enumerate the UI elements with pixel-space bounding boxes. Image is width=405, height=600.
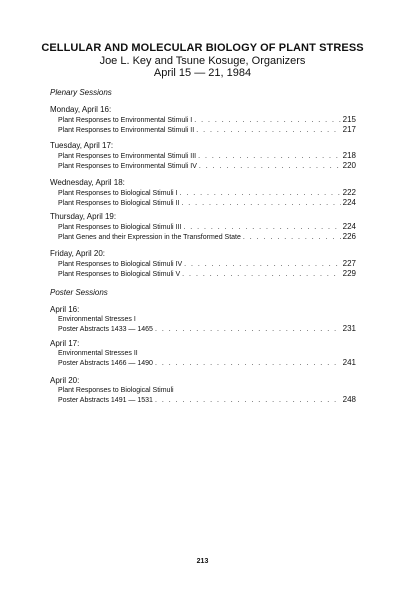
- entry-title: Plant Responses to Environmental Stimuli I: [58, 117, 193, 124]
- toc-entry: [50, 161, 356, 171]
- document-title: CELLULAR AND MOLECULAR BIOLOGY OF PLANT STRESS: [41, 42, 364, 54]
- entry-page: 226: [342, 232, 356, 241]
- dot-leader: [194, 116, 340, 125]
- dot-leader: [181, 199, 340, 208]
- plenary-day-friday: [50, 249, 356, 279]
- entry-title: Poster Abstracts 1466 — 1490: [58, 360, 153, 367]
- entry-title: Poster Abstracts 1491 — 1531: [58, 397, 153, 404]
- session-subtitle: Environmental Stresses II: [58, 350, 138, 357]
- dot-leader: [184, 260, 341, 269]
- dot-leader: [155, 359, 341, 368]
- page-number: 213: [196, 558, 209, 565]
- day-label: Wednesday, April 18:: [50, 178, 125, 187]
- day-label: Monday, April 16:: [50, 105, 112, 114]
- entry-title: Plant Responses to Biological Stimuli IV: [58, 261, 183, 268]
- toc-entry: [50, 395, 356, 405]
- entry-page: 222: [342, 188, 356, 197]
- poster-sessions-heading: Poster Sessions: [50, 288, 108, 297]
- page-header: [0, 42, 405, 79]
- dot-leader: [243, 233, 341, 242]
- entry-page: 218: [342, 151, 356, 160]
- dot-leader: [196, 126, 340, 135]
- dot-leader: [155, 325, 341, 334]
- toc-entry: [50, 151, 356, 161]
- entry-page: 215: [342, 115, 356, 124]
- plenary-day-wednesday: [50, 178, 356, 208]
- poster-day-april-17: [50, 339, 356, 368]
- entry-title: Plant Responses to Environmental Stimuli II: [58, 127, 195, 134]
- organizers-line: Joe L. Key and Tsune Kosuge, Organizers: [99, 55, 306, 67]
- day-label: Tuesday, April 17:: [50, 141, 114, 150]
- dates-line: April 15 — 21, 1984: [153, 67, 252, 79]
- toc-entry: [50, 125, 356, 135]
- entry-page: 241: [342, 358, 356, 367]
- entry-page: 224: [342, 198, 356, 207]
- entry-page: 227: [342, 259, 356, 268]
- entry-title: Plant Responses to Environmental Stimuli IV: [58, 163, 197, 170]
- toc-entry: [50, 222, 356, 232]
- session-subtitle: Environmental Stresses I: [58, 316, 136, 323]
- day-label: Thursday, April 19:: [50, 212, 117, 221]
- dot-leader: [182, 270, 340, 279]
- toc-entry: [50, 232, 356, 242]
- toc-entry: [50, 198, 356, 208]
- toc-entry: [50, 324, 356, 334]
- session-subtitle: Plant Responses to Biological Stimuli: [58, 387, 174, 394]
- entry-title: Poster Abstracts 1433 — 1465: [58, 326, 153, 333]
- day-label: April 16:: [50, 305, 80, 314]
- entry-page: 217: [342, 125, 356, 134]
- entry-title: Plant Responses to Biological Stimuli II: [58, 200, 180, 207]
- dot-leader: [183, 223, 340, 232]
- entry-title: Plant Genes and their Expression in the Transformed State: [58, 234, 241, 241]
- entry-title: Plant Responses to Biological Stimuli I: [58, 190, 178, 197]
- dot-leader: [179, 189, 340, 198]
- plenary-day-thursday: [50, 212, 356, 242]
- day-label: April 20:: [50, 376, 80, 385]
- toc-entry: [50, 358, 356, 368]
- entry-title: Plant Responses to Environmental Stimuli III: [58, 153, 197, 160]
- entry-page: 229: [342, 269, 356, 278]
- entry-page: 224: [342, 222, 356, 231]
- toc-entry: [50, 259, 356, 269]
- entry-page: 248: [342, 395, 356, 404]
- entry-page: 231: [342, 324, 356, 333]
- dot-leader: [198, 152, 341, 161]
- entry-title: Plant Responses to Biological Stimuli III: [58, 224, 182, 231]
- dot-leader: [199, 162, 341, 171]
- day-label: April 17:: [50, 339, 80, 348]
- poster-day-april-16: [50, 305, 356, 334]
- day-label: Friday, April 20:: [50, 249, 105, 258]
- toc-entry: [50, 188, 356, 198]
- poster-day-april-20: [50, 376, 356, 405]
- plenary-day-tuesday: [50, 141, 356, 171]
- entry-page: 220: [342, 161, 356, 170]
- toc-entry: [50, 269, 356, 279]
- toc-entry: [50, 115, 356, 125]
- plenary-sessions-heading: Plenary Sessions: [50, 88, 112, 97]
- dot-leader: [155, 396, 341, 405]
- plenary-day-monday: [50, 105, 356, 135]
- entry-title: Plant Responses to Biological Stimuli V: [58, 271, 181, 278]
